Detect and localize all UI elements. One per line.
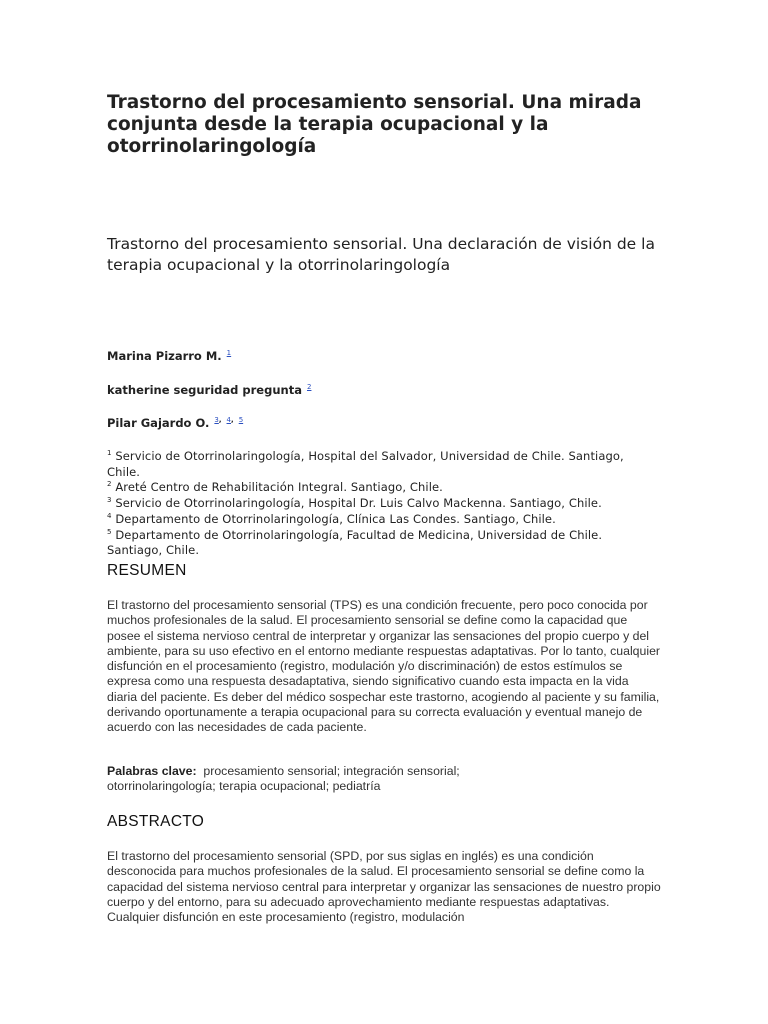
affiliation-2 — [107, 480, 627, 496]
author-ref-link[interactable]: 1 — [226, 349, 232, 358]
affiliation-text: Departamento de Otorrinolaringología, Clínica Las Condes. Santiago, Chile. — [115, 511, 556, 526]
author-3: Pilar Gajardo O. $^{3,}$ $^{4,}$ $^5$ — [107, 416, 244, 430]
affiliation-3 — [107, 496, 627, 512]
affiliation-number: 3 — [107, 496, 112, 505]
author-ref-link[interactable]: 2 — [306, 383, 312, 392]
keywords — [107, 764, 487, 795]
keywords-label: Palabras clave: — [107, 764, 197, 778]
author-1 — [107, 349, 231, 363]
affiliations — [107, 449, 627, 559]
article-alternate-title: Trastorno del procesamiento sensorial. Una declaración de visión de la terapia ocupacional y la otorrinolaringología — [107, 235, 655, 274]
author-name: Pilar Gajardo O. — [107, 416, 210, 430]
affiliation-number: 4 — [107, 511, 112, 520]
affiliation-4 — [107, 512, 627, 528]
author-ref-link[interactable]: 5 — [238, 416, 244, 425]
author-2 — [107, 383, 311, 397]
resumen-heading: RESUMEN — [107, 562, 187, 579]
affiliation-number: 1 — [107, 449, 112, 458]
author-ref-link[interactable]: 4 — [226, 416, 231, 425]
author-ref-link[interactable]: 3 — [214, 416, 219, 425]
affiliation-number: 2 — [107, 480, 112, 489]
affiliation-text: Servicio de Otorrinolaringología, Hospital Dr. Luis Calvo Mackenna. Santiago, Chile. — [115, 496, 602, 511]
abstract-body: El trastorno del procesamiento sensorial (SPD, por sus siglas en inglés) es una condición desconocida para muchos profesionales de la salud. El procesamiento sensorial se define como la capacidad del sistema nervioso central para interpretar y organizar las sensaciones de nuestro propio cuerpo y del entorno, para su adecuado aprovechamiento mediante respuestas adaptativas. Cualquier disfunción en este procesamiento (registro, modulación — [107, 849, 661, 925]
author-name: Marina Pizarro M. — [107, 349, 222, 363]
author-name: katherine seguridad pregunta — [107, 383, 302, 397]
abstract-heading: ABSTRACTO — [107, 813, 205, 830]
affiliation-text: Areté Centro de Rehabilitación Integral. Santiago, Chile. — [115, 480, 443, 495]
affiliation-1 — [107, 449, 627, 480]
article-title: Trastorno del procesamiento sensorial. Una mirada conjunta desde la terapia ocupacional y la otorrinolaringología — [107, 92, 642, 157]
keywords-text: procesamiento sensorial; integración sensorial; otorrinolaringología; terapia ocupacional; pediatría — [107, 764, 460, 794]
affiliation-text: Servicio de Otorrinolaringología, Hospital del Salvador, Universidad de Chile. Santiago, Chile. — [107, 449, 624, 479]
affiliation-5 — [107, 528, 627, 559]
affiliation-text: Departamento de Otorrinolaringología, Facultad de Medicina, Universidad de Chile. Santiago, Chile. — [107, 527, 603, 558]
resumen-body: El trastorno del procesamiento sensorial (TPS) es una condición frecuente, pero poco conocida por muchos profesionales de la salud. El procesamiento sensorial se define como la capacidad que posee el sistema nervioso central de interpretar y organizar las sensaciones del propio cuerpo y del ambiente, para su uso efectivo en el entorno mediante respuestas adaptativas. Por lo tanto, cualquier disfunción en el procesamiento (registro, modulación y/o discriminación) de estos estímulos se expresa como una respuesta desadaptativa, siendo significativo cuando esta impacta en la vida diaria del paciente. Es deber del médico sospechar este trastorno, acogiendo al paciente y su familia, derivando oportunamente a terapia ocupacional para su correcta evaluación y eventual manejo de acuerdo con las necesidades de cada paciente. — [107, 598, 661, 735]
affiliation-number: 5 — [107, 527, 112, 536]
